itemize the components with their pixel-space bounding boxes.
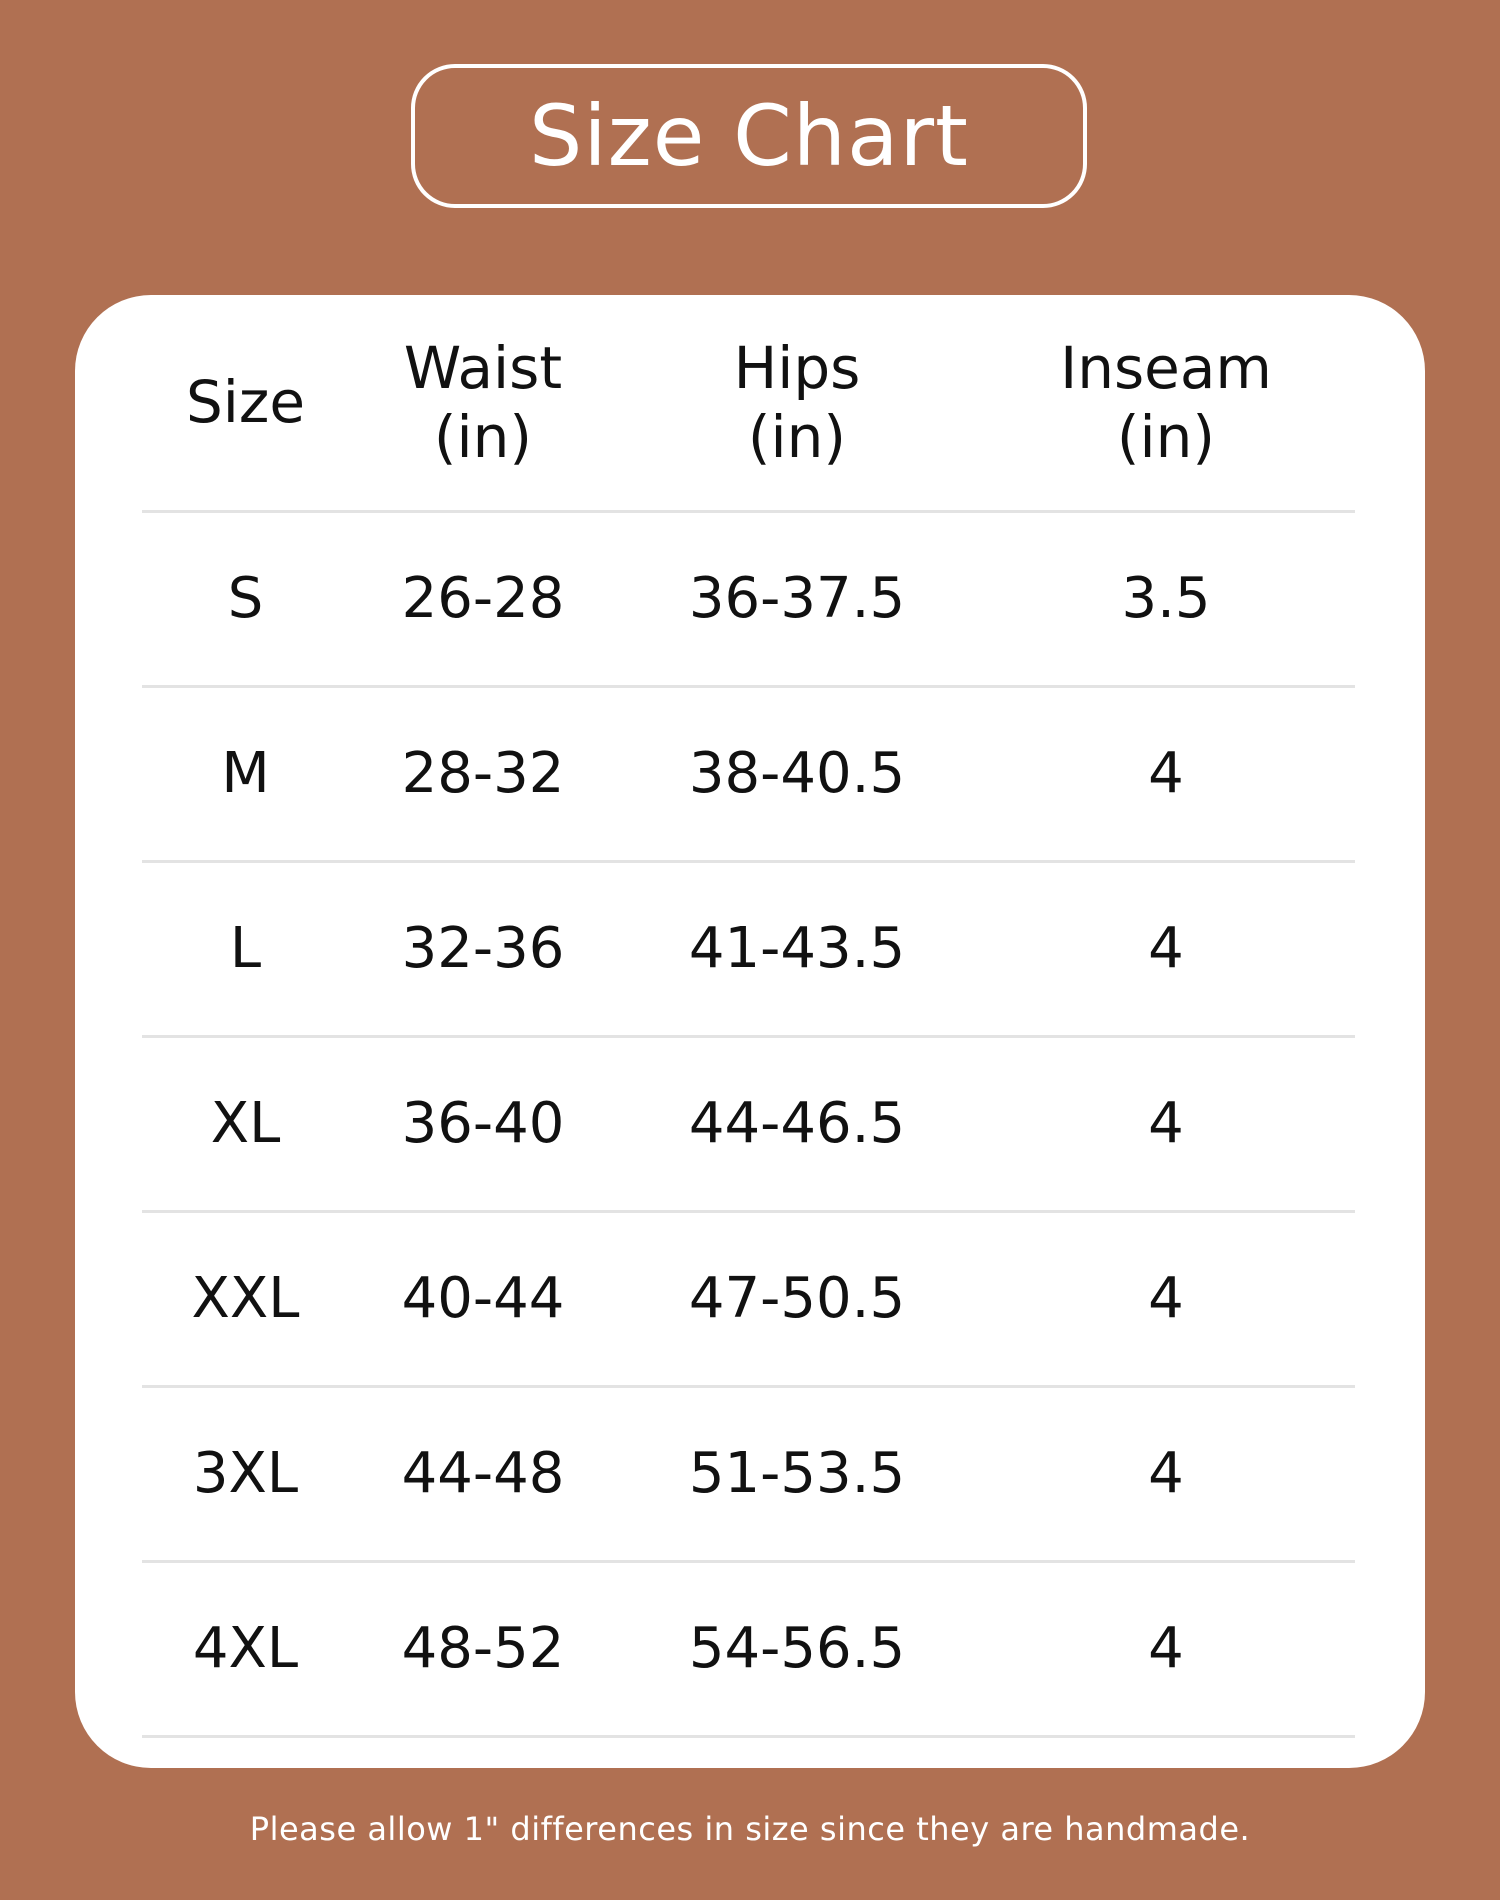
header-size (142, 295, 349, 510)
cell-size: S (227, 566, 264, 631)
table-row (142, 1213, 1355, 1388)
header-waist (349, 295, 617, 510)
header-inseam-unit: (in) (1116, 402, 1216, 471)
cell-waist: 36-40 (401, 1091, 565, 1156)
cell-inseam: 3.5 (1121, 566, 1211, 631)
cell-hips: 47-50.5 (688, 1266, 906, 1331)
cell-waist: 32-36 (401, 916, 565, 981)
cell-size: XXL (191, 1266, 300, 1331)
cell-waist: 26-28 (401, 566, 565, 631)
size-chart-card (75, 295, 1425, 1768)
cell-inseam: 4 (1148, 741, 1184, 806)
header-hips (617, 295, 977, 510)
cell-inseam: 4 (1148, 1091, 1184, 1156)
cell-hips: 54-56.5 (688, 1616, 906, 1681)
cell-hips: 41-43.5 (688, 916, 906, 981)
cell-inseam: 4 (1148, 1266, 1184, 1331)
table-row (142, 688, 1355, 863)
cell-size: L (229, 916, 262, 981)
table-header-row (142, 295, 1355, 513)
title-box (411, 64, 1087, 208)
page-title: Size Chart (529, 87, 969, 185)
cell-hips: 44-46.5 (688, 1091, 906, 1156)
header-size-label: Size (185, 368, 306, 437)
header-waist-label: Waist (403, 334, 563, 403)
header-inseam-label: Inseam (1060, 334, 1272, 403)
cell-size: 4XL (192, 1616, 299, 1681)
table-row (142, 1388, 1355, 1563)
cell-waist: 48-52 (401, 1616, 565, 1681)
cell-waist: 44-48 (401, 1441, 565, 1506)
table-row (142, 863, 1355, 1038)
cell-inseam: 4 (1148, 1616, 1184, 1681)
header-hips-label: Hips (733, 334, 861, 403)
cell-hips: 38-40.5 (688, 741, 906, 806)
table-row (142, 1563, 1355, 1738)
handmade-note: Please allow 1" differences in size since they are handmade. (249, 1810, 1251, 1848)
header-inseam (977, 295, 1355, 510)
table-row (142, 513, 1355, 688)
size-table (142, 295, 1355, 1738)
cell-hips: 36-37.5 (688, 566, 906, 631)
cell-waist: 28-32 (401, 741, 565, 806)
cell-waist: 40-44 (401, 1266, 565, 1331)
cell-size: XL (210, 1091, 281, 1156)
cell-inseam: 4 (1148, 1441, 1184, 1506)
table-row (142, 1038, 1355, 1213)
cell-size: 3XL (192, 1441, 299, 1506)
header-hips-unit: (in) (747, 402, 847, 471)
cell-inseam: 4 (1148, 916, 1184, 981)
cell-hips: 51-53.5 (688, 1441, 906, 1506)
cell-size: M (221, 741, 270, 806)
header-waist-unit: (in) (433, 402, 533, 471)
